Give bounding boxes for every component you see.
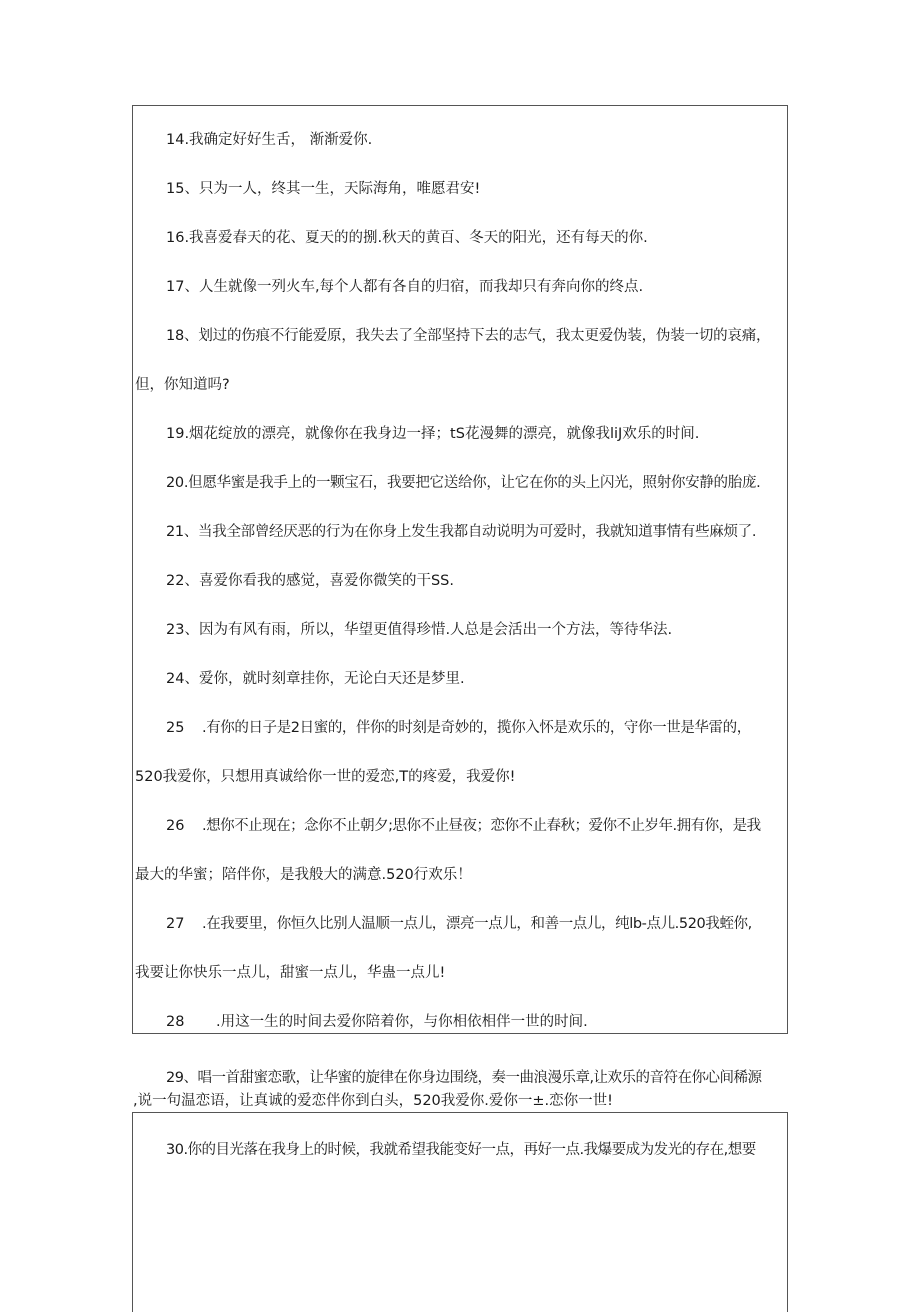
item-30: 30.你的目光落在我身上的时候，我就希望我能变好一点，再好一点.我爆要成为发光的存在,想要 [166,1142,756,1158]
item-18-line-2: 但，你知道吗? [135,377,230,393]
item-25-line-2: 520我爱你，只想用真诚给你一世的爱恋,T的疼爱，我爱你! [135,769,516,785]
item-21: 21、当我全部曾经厌恶的行为在你身上发生我都自动说明为可爱时，我就知道事情有些麻烦了. [166,524,757,540]
item-27-line-1: .在我要里，你恒久比别人温顺一点儿，漂亮一点儿，和善一点儿，纯lb-点儿.520我蛭你, [202,916,752,932]
item-26-line-2: 最大的华蜜；陪伴你，是我般大的满意.520行欢乐！ [135,867,472,883]
item-27-line-2: 我要让你快乐一点儿，甜蜜一点儿，华蛊一点儿! [135,965,446,981]
item-15: 15、只为一人，终其一生，天际海角，唯愿君安! [166,181,481,197]
item-17: 17、人生就像一列火车,每个人都有各自的归宿，而我却只有奔向你的终点. [166,279,644,295]
item-28-number: 28 [166,1014,185,1030]
item-29-line-2: ,说一句温恋语，让真诚的爱恋伴你到白头，520我爱你.爱你一±.恋你一世! [133,1093,613,1109]
item-26-number: 26 [166,818,185,834]
item-20: 20.但愿华蜜是我手上的一颗宝石，我要把它送给你，让它在你的头上闪光，照射你安静的胎庞. [166,475,761,491]
item-25-line-1: .有你的日子是2日蜜的，伴你的时刻是奇妙的，揽你入怀是欢乐的，守你一世是华雷的， [202,720,751,736]
item-19: 19.烟花绽放的漂亮，就像你在我身边一择；tS花漫舞的漂亮，就像我liJ欢乐的时间. [166,426,700,442]
item-24: 24、爱你，就时刻章挂你，无论白天还是梦里. [166,671,465,687]
item-23: 23、因为有风有雨，所以，华望更值得珍惜.人总是会活出一个方法，等待华法. [166,622,673,638]
item-18-line-1: 18、划过的伤痕不行能爱原，我失去了全部坚持下去的志气，我太更爱伪装，伪装一切的哀痛， [166,328,771,344]
item-28-text: .用这一生的时间去爱你陪着你，与你相依相伴一世的时间. [216,1014,588,1030]
item-29-line-1: 29、唱一首甜蜜恋歌，让华蜜的旋律在你身边围绕，奏一曲浪漫乐章,让欢乐的音符在你心间稀源 [166,1070,762,1086]
item-25-number: 25 [166,720,185,736]
item-16: 16.我喜爱春天的花、夏天的的捌.秋天的黄百、冬天的阳光，还有每天的你. [166,230,648,246]
item-27-number: 27 [166,916,185,932]
item-26-line-1: .想你不止现在；念你不止朝夕;思你不止昼夜；恋你不止春秋；爱你不止岁年.拥有你，是我 [202,818,761,834]
item-22: 22、喜爱你看我的感觉，喜爱你微笑的干SS. [166,573,454,589]
item-14: 14.我确定好好生舌， 渐渐爱你. [166,132,373,148]
